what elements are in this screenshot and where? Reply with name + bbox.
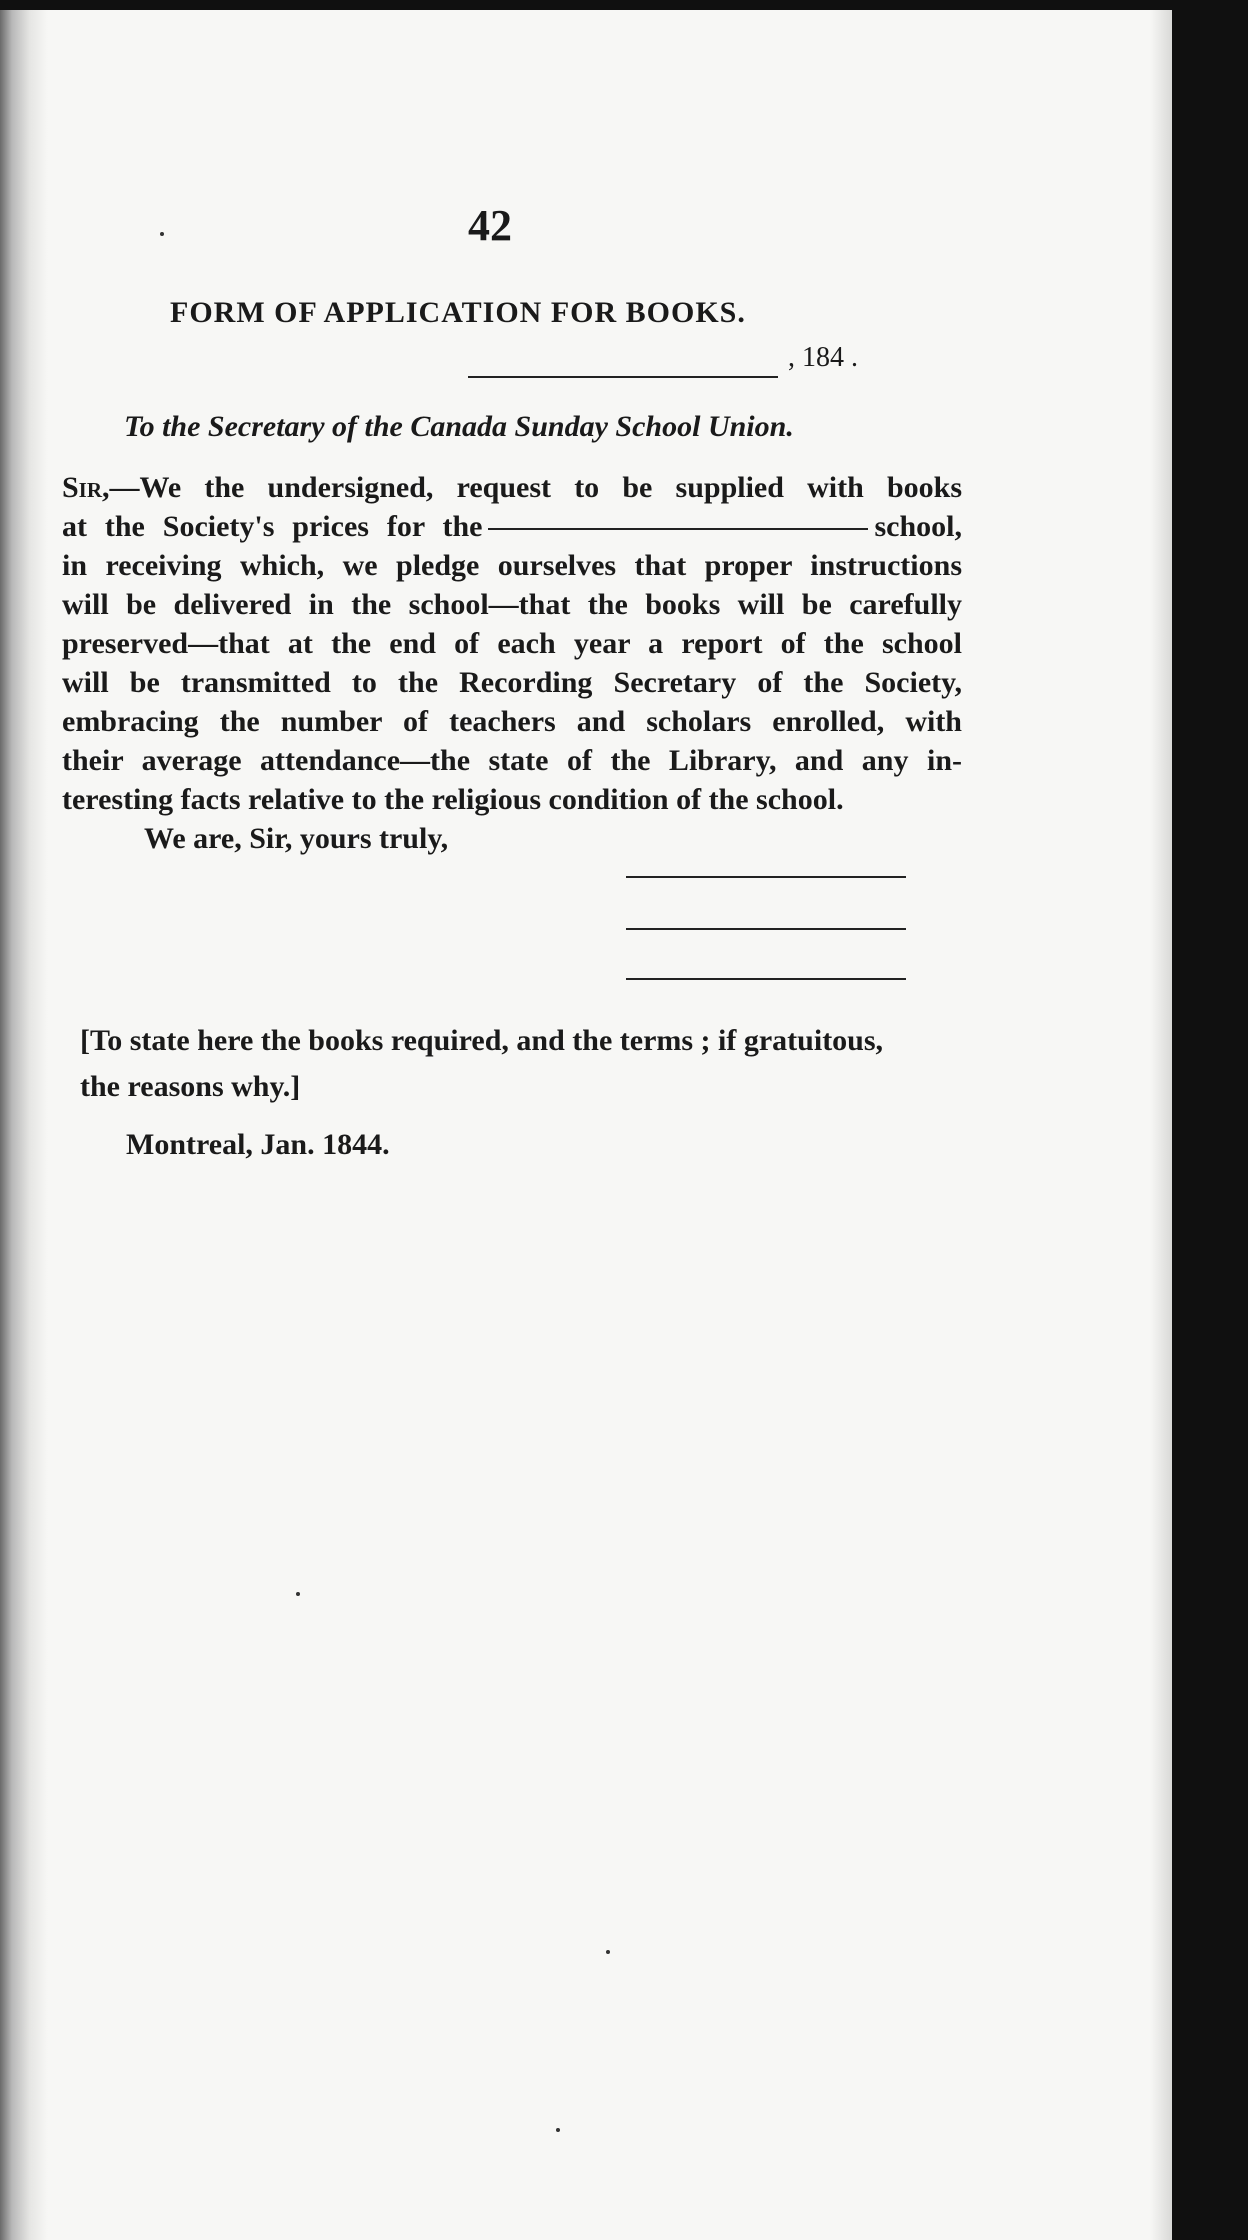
date-blank-line [468, 376, 778, 378]
page-gutter-shadow [0, 10, 48, 2240]
page-edge-shadow [1150, 10, 1172, 2240]
letter-line-2-start: at the Society's prices for the [62, 510, 483, 543]
letter-line: in receiving which, we pledge ourselves that proper instructions [62, 549, 962, 582]
school-name-blank-line [488, 528, 868, 530]
letter-line: preserved—that at the end of each year a report of the school [62, 627, 962, 660]
salutation: To the Secretary of the Canada Sunday School Union. [124, 410, 794, 443]
page-number: 42 [468, 201, 512, 250]
print-speck [296, 1592, 300, 1596]
letter-line: embracing the number of teachers and scholars enrolled, with [62, 705, 962, 738]
letter-body [62, 468, 962, 858]
letter-line [62, 507, 962, 546]
letter-line-1-rest: —We the undersigned, request to be supplied with books [109, 471, 962, 504]
letter-line-2-end: school, [874, 510, 962, 543]
note-line: the reasons why.] [80, 1070, 301, 1103]
letter-line [62, 468, 962, 507]
page-heading: FORM OF APPLICATION FOR BOOKS. [170, 296, 746, 329]
signature-line [626, 978, 906, 980]
note-line: [To state here the books required, and the terms ; if gratuitous, [80, 1024, 884, 1057]
date-line [468, 342, 908, 382]
signature-line [626, 928, 906, 930]
signature-line [626, 876, 906, 878]
place-and-date: Montreal, Jan. 1844. [126, 1128, 390, 1161]
print-speck [606, 1950, 610, 1954]
print-speck [160, 232, 164, 236]
letter-line: their average attendance—the state of the Library, and any in- [62, 744, 962, 777]
letter-line: teresting facts relative to the religious condition of the school. [62, 783, 844, 816]
letter-line: will be transmitted to the Recording Secretary of the Society, [62, 666, 962, 699]
date-year-suffix: , 184 . [788, 342, 858, 373]
print-speck [556, 2128, 560, 2132]
letter-line: will be delivered in the school—that the books will be carefully [62, 588, 962, 621]
letter-closing: We are, Sir, yours truly, [144, 822, 449, 855]
letter-sir: Sir, [62, 471, 110, 504]
bracketed-note [80, 1018, 960, 1110]
